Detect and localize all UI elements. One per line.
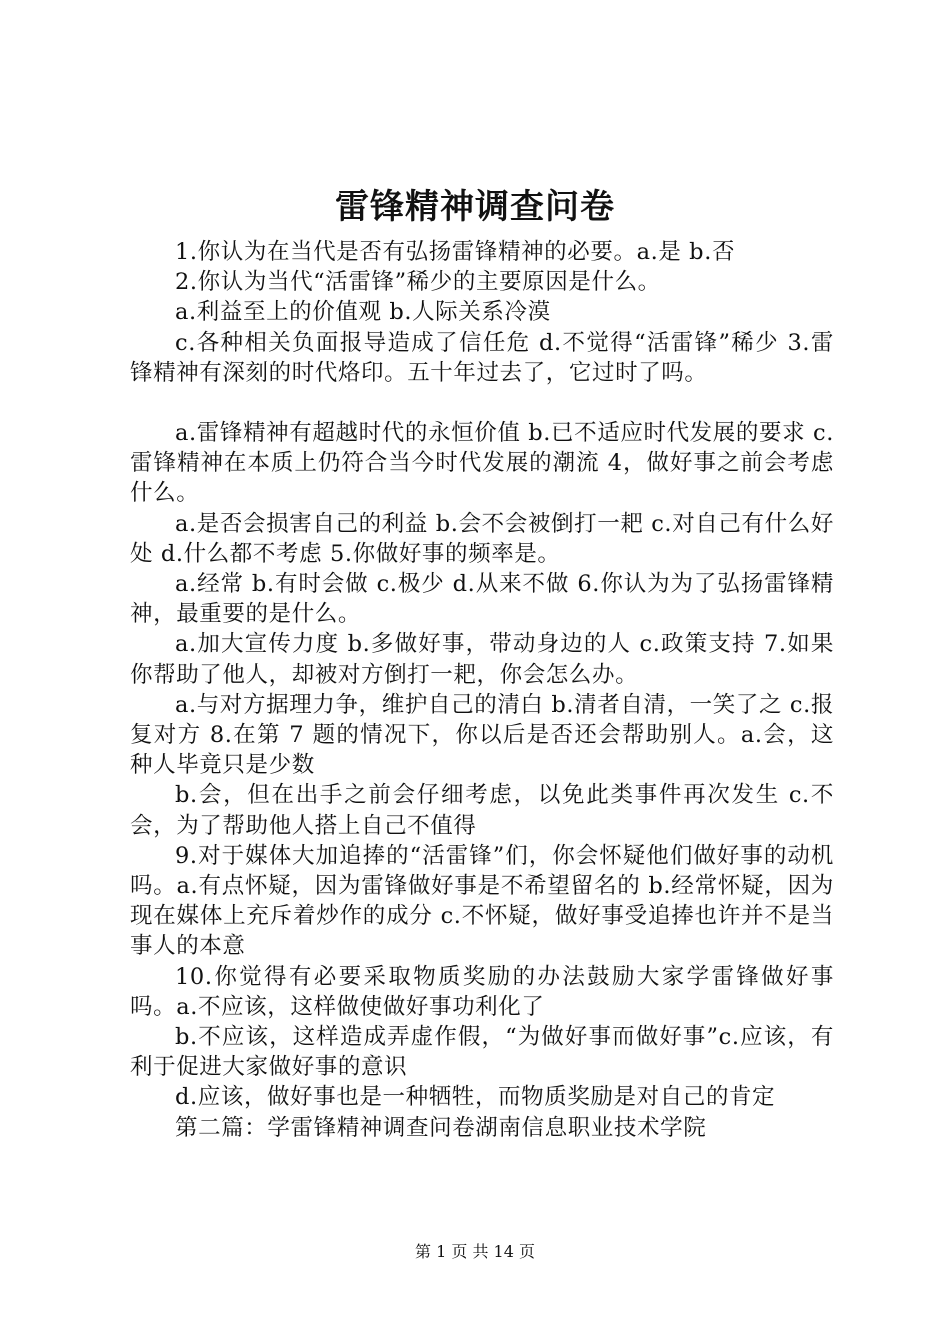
- paragraph-q2-options-cd-q3: c.各种相关负面报导造成了信任危 d.不觉得“活雷锋”稀少 3.雷锋精神有深刻的时代烙印。五十年过去了，它过时了吗。: [130, 329, 834, 386]
- paragraph-q2: 2.你认为当代“活雷锋”稀少的主要原因是什么。: [175, 269, 661, 296]
- paragraph-q9: 9.对于媒体大加追捧的“活雷锋”们，你会怀疑他们做好事的动机吗。a.有点怀疑，因为雷锋做好事是不希望留名的 b.经常怀疑，因为现在媒体上充斥着炒作的成分 c.不怀疑，做好事受追捧也许并不是当事人的本意: [130, 842, 834, 960]
- paragraph-q10-option-d: d.应该，做好事也是一种牺牲，而物质奖励是对自己的肯定: [175, 1084, 776, 1111]
- paragraph-q3-options-q4: a.雷锋精神有超越时代的永恒价值 b.已不适应时代发展的要求 c.雷锋精神在本质上仍符合当今时代发展的潮流 4，做好事之前会考虑什么。: [130, 420, 834, 507]
- document-body: [130, 237, 834, 1143]
- paragraph-q7-options-q8: a.与对方据理力争，维护自己的清白 b.清者自清，一笑了之 c.报复对方 8.在第 7 题的情况下，你以后是否还会帮助别人。a.会，这种人毕竟只是少数: [130, 691, 834, 779]
- paragraph-q6-options-q7: a.加大宣传力度 b.多做好事，带动身边的人 c.政策支持 7.如果你帮助了他人，却被对方倒打一耙，你会怎么办。: [130, 631, 834, 688]
- document-title: 雷锋精神调查问卷: [335, 187, 615, 227]
- paragraph-q2-options-ab: a.利益至上的价值观 b.人际关系冷漠: [175, 299, 551, 326]
- paragraph-q4-options-q5: a.是否会损害自己的利益 b.会不会被倒打一耙 c.对自己有什么好处 d.什么都不考虑 5.你做好事的频率是。: [130, 510, 834, 567]
- page-number: 第 1 页 共 14 页: [415, 1242, 535, 1261]
- paragraph-q5-options-q6: a.经常 b.有时会做 c.极少 d.从来不做 6.你认为为了弘扬雷锋精神，最重要的是什么。: [130, 571, 834, 628]
- paragraph-q8-options-bc: b.会，但在出手之前会仔细考虑，以免此类事件再次发生 c.不会，为了帮助他人搭上自己不值得: [130, 782, 834, 839]
- paragraph-q1: 1.你认为在当代是否有弘扬雷锋精神的必要。a.是 b.否: [175, 239, 736, 265]
- paragraph-q10: 10.你觉得有必要采取物质奖励的办法鼓励大家学雷锋做好事吗。a.不应该，这样做使做好事功利化了: [130, 963, 834, 1020]
- paragraph-q10-options-bc: b.不应该，这样造成弄虚作假，“为做好事而做好事”c.应该，有利于促进大家做好事的意识: [130, 1024, 834, 1081]
- paragraph-part-two-heading: 第二篇：学雷锋精神调查问卷湖南信息职业技术学院: [175, 1114, 707, 1141]
